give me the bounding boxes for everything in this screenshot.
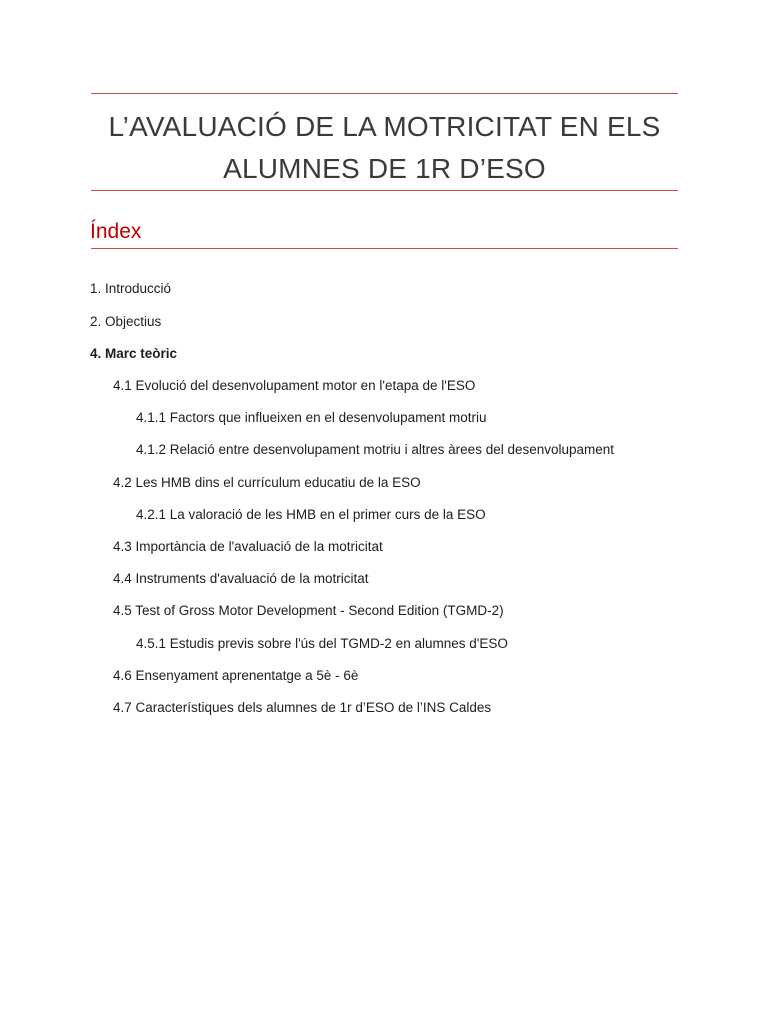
document-title-line-2: ALUMNES DE 1R D’ESO bbox=[223, 153, 546, 184]
toc-entry[interactable]: 4.7 Característiques dels alumnes de 1r d’ESO de l’INS Caldes bbox=[113, 700, 492, 715]
toc-entry[interactable]: 4.4 Instruments d'avaluació de la motricitat bbox=[113, 571, 369, 586]
toc-entry[interactable]: 4.1 Evolució del desenvolupament motor en l'etapa de l'ESO bbox=[113, 378, 476, 393]
document-title bbox=[91, 106, 678, 190]
toc-entry[interactable]: 1. Introducció bbox=[90, 281, 172, 296]
index-heading-rule bbox=[91, 248, 678, 249]
document-title-line-1: L’AVALUACIÓ DE LA MOTRICITAT EN ELS bbox=[108, 111, 661, 142]
toc-entry[interactable]: 4. Marc teòric bbox=[90, 346, 178, 361]
toc-entry[interactable]: 4.1.2 Relació entre desenvolupament motriu i altres àrees del desenvolupament bbox=[136, 442, 615, 457]
toc-entry[interactable]: 4.5.1 Estudis previs sobre l'ús del TGMD-2 en alumnes d'ESO bbox=[136, 636, 508, 651]
toc-entry[interactable]: 4.3 Importància de l'avaluació de la motricitat bbox=[113, 539, 383, 554]
toc-entry[interactable]: 2. Objectius bbox=[90, 314, 162, 329]
index-heading: Índex bbox=[90, 220, 142, 243]
title-top-rule bbox=[91, 93, 678, 94]
toc-entry[interactable]: 4.2 Les HMB dins el currículum educatiu de la ESO bbox=[113, 475, 421, 490]
title-bottom-rule bbox=[91, 190, 678, 191]
toc-entry[interactable]: 4.1.1 Factors que influeixen en el desenvolupament motriu bbox=[136, 410, 487, 425]
toc-entry[interactable]: 4.2.1 La valoració de les HMB en el primer curs de la ESO bbox=[136, 507, 486, 522]
toc-entry[interactable]: 4.6 Ensenyament aprenentatge a 5è - 6è bbox=[113, 668, 359, 683]
toc-entry[interactable]: 4.5 Test of Gross Motor Development - Second Edition (TGMD-2) bbox=[113, 603, 504, 618]
